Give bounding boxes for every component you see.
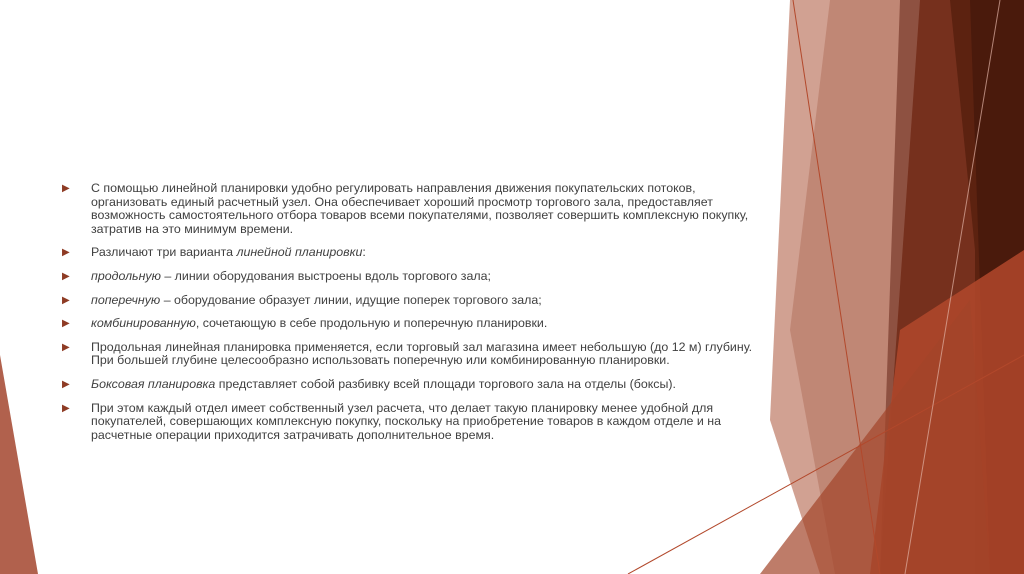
triangle-right-icon: ▶ [62,247,70,259]
triangle-right-icon: ▶ [62,183,70,194]
bullet-text [91,378,774,392]
bullet-text [91,246,774,260]
list-item [62,182,774,236]
list-item [62,270,774,284]
triangle-right-icon: ▶ [62,402,70,414]
emphasis-text: продольную [91,268,161,283]
list-item [62,294,774,308]
list-item [62,402,774,443]
text-run: С помощью линейной планировки удобно регулировать направления движения покупательских потоков, организовать единый расчетный узел. Она обеспечивает хороший просмотр торгового зала, предоставляет возможность самостоятельного отбора товаров всеми покупателями, позволяет совершить комплексную покупку, затратив на это минимум времени. [91,181,749,236]
list-item [62,378,774,392]
emphasis-text: поперечную [91,292,161,307]
triangle-right-icon: ▶ [62,378,70,390]
triangle-right-icon: ▶ [62,270,70,282]
left-deco-shape [0,355,38,574]
bullet-text [91,182,774,236]
text-run: : [362,245,366,260]
text-run: Различают три варианта [91,245,237,260]
list-item [62,246,774,260]
bullet-text [91,294,774,308]
text-run: Продольная линейная планировка применяется, если торговый зал магазина имеет небольшую (до 12 м) глубину. При большей глубине целесообразно использовать поперечную или комбинированную планировки. [91,339,753,368]
bullet-text [91,341,774,368]
text-run: При этом каждый отдел имеет собственный узел расчета, что делает такую планировку менее удобной для покупателей, совершающих комплексную покупку, поскольку на приобретение товаров в каждом отделе и на расчетные операции приходится затрачивать дополнительное время. [91,400,721,442]
emphasis-text: Боксовая планировка [91,376,216,391]
text-run: представляет собой разбивку всей площади торгового зала на отделы (боксы). [215,376,676,391]
bullet-text [91,402,774,443]
list-item [62,341,774,368]
emphasis-text: комбинированную [91,316,196,331]
bullet-text [91,317,774,331]
bullet-list [62,182,774,452]
emphasis-text: линейной планировки [236,245,363,260]
triangle-right-icon: ▶ [62,341,70,353]
text-run: , сочетающую в себе продольную и поперечную планировки. [195,316,548,331]
triangle-right-icon: ▶ [62,294,70,306]
text-run: – оборудование образует линии, идущие поперек торгового зала; [160,292,542,307]
text-run: – линии оборудования выстроены вдоль торгового зала; [160,268,491,283]
list-item [62,317,774,331]
triangle-right-icon: ▶ [62,318,70,330]
bullet-text [91,270,774,284]
